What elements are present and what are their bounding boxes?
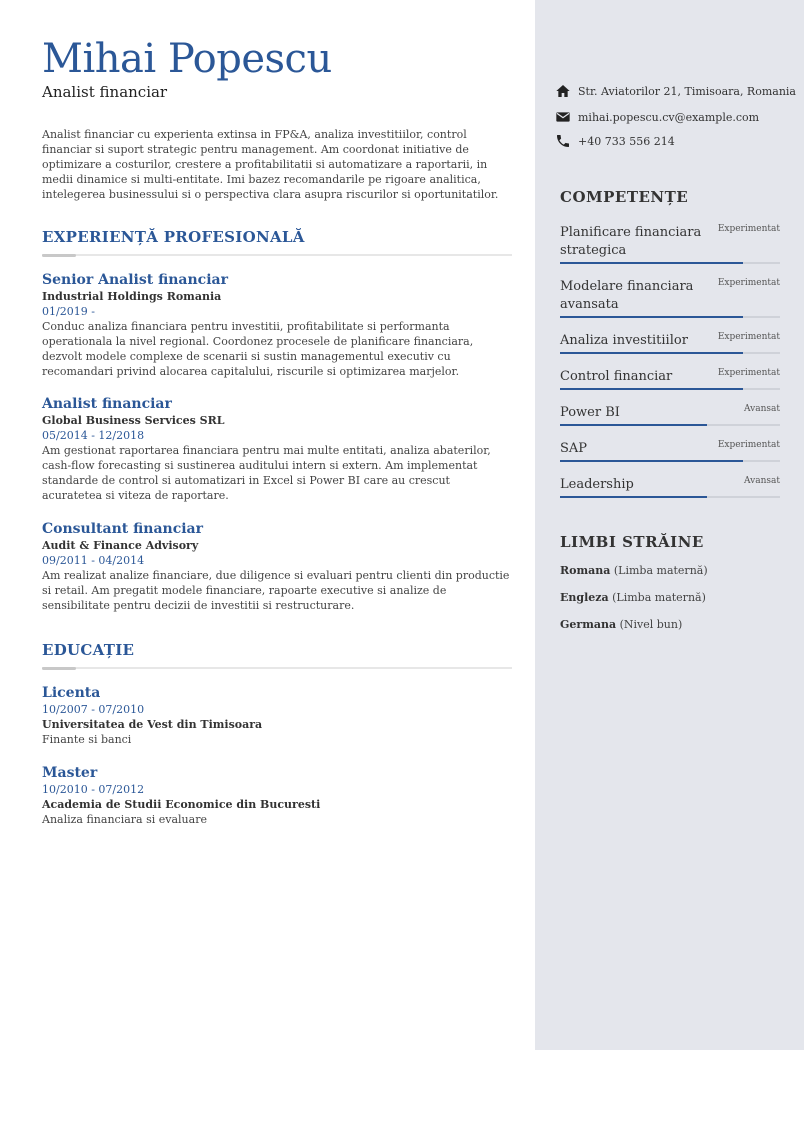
sidebar — [535, 0, 804, 1050]
education-heading: EDUCAȚIE — [42, 641, 135, 659]
language-level: (Limba maternă) — [612, 591, 706, 604]
skill-item — [560, 224, 780, 264]
skill-bar-fill — [560, 424, 707, 426]
skill-level: Avansat — [744, 404, 780, 414]
skill-item — [560, 278, 780, 318]
address-text: Str. Aviatorilor 21, Timisoara, Romania — [578, 84, 796, 98]
section-divider — [42, 667, 512, 669]
job-dates: 05/2014 - 12/2018 — [42, 429, 145, 442]
degree-institution: Universitatea de Vest din Timisoara — [42, 718, 263, 731]
skill-level: Experimentat — [717, 332, 780, 342]
language-item — [560, 591, 706, 604]
job-dates: 09/2011 - 04/2014 — [42, 554, 145, 567]
skill-name: Control financiar — [560, 369, 673, 384]
job-title: Senior Analist financiar — [42, 272, 228, 288]
skill-name: SAP — [560, 441, 588, 456]
skill-bar — [560, 388, 780, 390]
job-title: Consultant financiar — [42, 521, 203, 537]
skill-bar — [560, 352, 780, 354]
language-name: Engleza — [560, 591, 609, 604]
skill-name: Modelare financiara avansata — [560, 279, 694, 312]
skill-level: Experimentat — [717, 278, 780, 288]
skill-bar-fill — [560, 388, 743, 390]
skill-bar-fill — [560, 460, 743, 462]
skill-bar — [560, 316, 780, 318]
candidate-name: Mihai Popescu — [42, 36, 332, 82]
skill-bar — [560, 496, 780, 498]
skill-item — [560, 368, 780, 390]
contact-phone — [555, 133, 675, 149]
skill-name: Leadership — [560, 477, 634, 492]
job-dates: 01/2019 - — [42, 305, 95, 318]
degree-dates: 10/2010 - 07/2012 — [42, 783, 145, 796]
job-company: Audit & Finance Advisory — [42, 539, 199, 552]
degree-field: Finante si banci — [42, 733, 132, 746]
degree-institution: Academia de Studii Economice din Bucuresti — [42, 798, 321, 811]
home-icon — [555, 83, 571, 99]
experience-item — [42, 272, 512, 379]
skill-bar-fill — [560, 496, 707, 498]
mail-icon — [555, 109, 571, 125]
skill-name: Planificare financiara strategica — [560, 225, 702, 258]
degree-title: Master — [42, 765, 98, 781]
degree-field: Analiza financiara si evaluare — [42, 813, 207, 826]
skill-item — [560, 476, 780, 498]
job-description: Conduc analiza financiara pentru investitii, profitabilitate si performanta operationala la nivel regional. Coordonez procesele de planificare financiara, dezvolt modele complexe de scenarii si sustin managementul executiv cu recomandari privind alocarea capitalului, riscurile si optimizarea marjelor. — [42, 320, 474, 378]
skill-name: Power BI — [560, 405, 620, 420]
skill-item — [560, 332, 780, 354]
job-description: Am gestionat raportarea financiara pentru mai multe entitati, analiza abaterilor, cash-flow forecasting si sustinerea auditului intern si extern. Am implementat standarde de control si automatizari in Excel si Power BI care au crescut acuratetea si viteza de raportare. — [42, 444, 491, 502]
education-section — [42, 641, 512, 669]
language-name: Germana — [560, 618, 617, 631]
degree-title: Licenta — [42, 685, 101, 701]
section-divider — [42, 254, 512, 256]
language-level: (Nivel bun) — [619, 618, 683, 631]
language-item — [560, 618, 682, 631]
phone-icon — [555, 133, 571, 149]
skill-bar-fill — [560, 262, 743, 264]
experience-item — [42, 396, 512, 503]
education-item — [42, 685, 512, 747]
skill-level: Experimentat — [717, 224, 780, 234]
job-description: Am realizat analize financiare, due diligence si evaluari pentru clienti din productie si retail. Am pregatit modele financiare, rapoarte executive si analize de sensibilitate pentru decizii de investitii si restructurare. — [42, 569, 510, 612]
experience-item — [42, 521, 512, 613]
job-title: Analist financiar — [42, 396, 172, 412]
contact-address — [555, 83, 796, 99]
experience-section — [42, 228, 512, 256]
job-company: Global Business Services SRL — [42, 414, 225, 427]
language-name: Romana — [560, 564, 611, 577]
contact-email — [555, 109, 759, 125]
language-level: (Limba maternă) — [613, 564, 708, 577]
skill-level: Avansat — [744, 476, 780, 486]
experience-heading: EXPERIENȚĂ PROFESIONALĂ — [42, 228, 305, 246]
skill-level: Experimentat — [717, 440, 780, 450]
education-item — [42, 765, 512, 827]
languages-heading: LIMBI STRĂINE — [560, 533, 704, 551]
skill-bar-fill — [560, 352, 743, 354]
candidate-role: Analist financiar — [42, 83, 168, 101]
skill-item — [560, 404, 780, 426]
phone-text[interactable]: +40 733 556 214 — [578, 134, 675, 148]
email-text[interactable]: mihai.popescu.cv@example.com — [578, 110, 760, 124]
profile-summary: Analist financiar cu experienta extinsa in FP&A, analiza investitiilor, control financiar si suport strategic pentru management. Am coordonat initiative de optimizare a costurilor, crestere a profitabilitatii si automatizare a raportarii, in medii dinamice si multi-entitate. Imi bazez recomandarile pe rigoare analitica, intelegerea businessului si o perspectiva clara asupra riscurilor si oportunitatilor. — [42, 128, 499, 201]
skills-heading: COMPETENȚE — [560, 188, 689, 206]
skill-level: Experimentat — [717, 368, 780, 378]
skill-bar — [560, 424, 780, 426]
skill-bar — [560, 460, 780, 462]
job-company: Industrial Holdings Romania — [42, 290, 222, 303]
skill-bar-fill — [560, 316, 743, 318]
skill-bar — [560, 262, 780, 264]
skill-item — [560, 440, 780, 462]
degree-dates: 10/2007 - 07/2010 — [42, 703, 145, 716]
skill-name: Analiza investitiilor — [560, 333, 688, 348]
language-item — [560, 564, 708, 577]
